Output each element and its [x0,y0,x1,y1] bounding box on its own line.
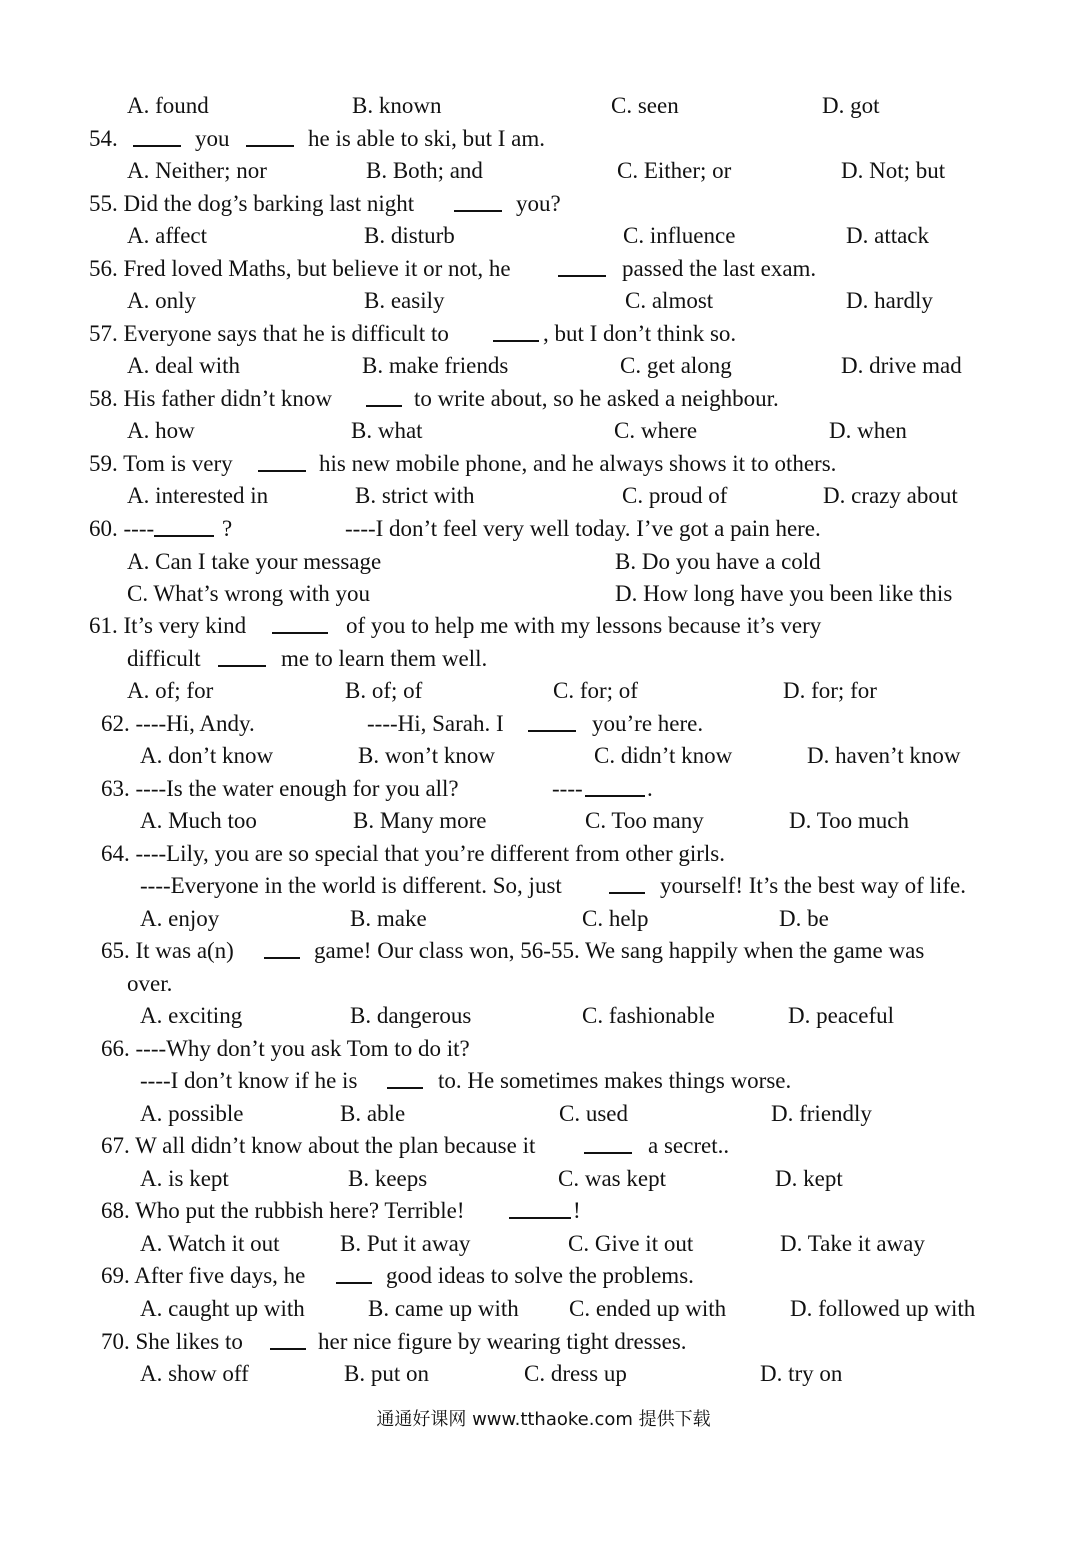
answer-blank [558,253,606,277]
option-b: B. keeps [348,1166,428,1191]
option-c: C. dress up [524,1361,627,1386]
q67-options [0,1163,843,1195]
question-text: good ideas to solve the problems. [386,1263,694,1288]
question-57 [0,318,737,350]
question-60 [0,513,821,545]
answer-blank [270,1326,306,1350]
option-b: B. make friends [362,353,509,378]
q54-options [0,155,946,187]
option-b: B. able [340,1101,406,1126]
option-b: B. of; of [345,678,423,703]
option-c: C. for; of [553,678,638,703]
answer-blank [585,773,645,797]
option-c: C. help [582,906,649,931]
option-b: B. dangerous [350,1003,472,1028]
question-61-line2 [0,643,488,675]
option-c: C. What’s wrong with you [127,581,370,606]
option-d: D. friendly [771,1101,872,1126]
option-b: B. put on [344,1361,429,1386]
question-68 [0,1195,581,1227]
question-text: 70. She likes to [101,1329,243,1354]
option-d: D. peaceful [788,1003,894,1028]
q59-options [0,480,958,512]
option-b: B. disturb [364,223,455,248]
option-a: A. exciting [140,1003,243,1028]
question-text: yourself! It’s the best way of life. [660,873,966,898]
option-a: A. Can I take your message [127,549,382,574]
q63-options [0,805,909,837]
question-text: 66. ----Why don’t you ask Tom to do it? [101,1036,470,1061]
dialogue-reply: ----Everyone in the world is different. So, just [140,873,562,898]
question-text: game! Our class won, 56-55. We sang happily when the game was [314,938,925,963]
question-text: , but I don’t think so. [543,321,737,346]
option-a: A. of; for [127,678,214,703]
option-b: B. Both; and [366,158,483,183]
answer-blank [528,708,576,732]
option-d: D. haven’t know [807,743,961,768]
answer-blank [509,1195,571,1219]
q64-options [0,903,829,935]
q66-options [0,1098,872,1130]
question-text: ? [222,516,233,541]
question-text: a secret.. [648,1133,730,1158]
question-65-line2 [0,968,173,1000]
option-c: C. where [614,418,698,443]
option-d: D. be [779,906,829,931]
q57-options [0,350,962,382]
option-a: A. Neither; nor [127,158,267,183]
question-69 [0,1260,694,1292]
question-text: 67. W all didn’t know about the plan because it [101,1133,536,1158]
option-d: D. How long have you been like this [615,581,953,606]
option-a: A. found [127,93,209,118]
option-b: B. known [352,93,442,118]
option-c: C. influence [623,223,736,248]
q68-options [0,1228,925,1260]
option-c: C. Give it out [568,1231,694,1256]
q61-options [0,675,877,707]
question-number: 54. [89,126,118,151]
option-d: D. attack [846,223,930,248]
dialogue-reply: ----I don’t know if he is [140,1068,358,1093]
option-d: D. Take it away [780,1231,925,1256]
question-text: . [647,776,653,801]
option-d: D. Not; but [841,158,946,183]
answer-blank [584,1130,632,1154]
q58-options [0,415,907,447]
question-55 [0,188,561,220]
option-b: B. easily [364,288,445,313]
q70-options [0,1358,843,1390]
question-66-line2 [0,1065,792,1097]
answer-blank [454,188,502,212]
question-text: his new mobile phone, and he always shows it to others. [319,451,837,476]
option-d: D. hardly [846,288,933,313]
question-text: ! [573,1198,581,1223]
question-text: he is able to ski, but I am. [308,126,545,151]
question-text: to write about, so he asked a neighbour. [414,386,779,411]
option-a: A. don’t know [140,743,274,768]
answer-blank [133,123,181,147]
option-b: B. Do you have a cold [615,549,821,574]
q60-options-row1 [0,546,821,578]
option-d: D. followed up with [790,1296,976,1321]
question-text: 60. ---- [89,516,155,541]
question-62 [0,708,704,740]
option-c: C. ended up with [569,1296,727,1321]
option-d: D. try on [760,1361,843,1386]
question-text: 62. ----Hi, Andy. [101,711,255,736]
option-a: A. is kept [140,1166,229,1191]
question-text: 64. ----Lily, you are so special that you’re different from other girls. [101,841,725,866]
question-text: 59. Tom is very [89,451,233,476]
option-d: D. Too much [789,808,909,833]
question-66 [0,1033,470,1065]
question-text: 69. After five days, he [101,1263,306,1288]
question-text: passed the last exam. [622,256,817,281]
answer-blank [366,383,402,407]
option-c: C. Either; or [617,158,732,183]
option-a: A. how [127,418,195,443]
option-c: C. was kept [558,1166,666,1191]
option-c: C. fashionable [582,1003,715,1028]
option-c: C. proud of [622,483,728,508]
answer-blank [246,123,294,147]
question-64 [0,838,725,870]
option-a: A. possible [140,1101,244,1126]
option-a: A. show off [140,1361,249,1386]
q55-options [0,220,930,252]
question-text: you? [516,191,561,216]
option-b: B. make [350,906,427,931]
option-c: C. get along [620,353,732,378]
option-a: A. Much too [140,808,257,833]
question-59 [0,448,837,480]
option-d: D. crazy about [823,483,958,508]
question-text: 57. Everyone says that he is difficult to [89,321,449,346]
option-d: D. for; for [783,678,877,703]
question-64-line2 [0,870,966,902]
answer-blank [609,870,645,894]
question-58 [0,383,779,415]
question-63 [0,773,653,805]
option-a: A. Watch it out [140,1231,280,1256]
option-a: A. interested in [127,483,269,508]
option-c: C. almost [625,288,714,313]
option-d: D. got [822,93,880,118]
option-a: A. enjoy [140,906,220,931]
question-text: to. He sometimes makes things worse. [438,1068,792,1093]
option-b: B. came up with [368,1296,519,1321]
option-c: C. didn’t know [594,743,733,768]
option-c: C. used [559,1101,628,1126]
option-d: D. kept [775,1166,843,1191]
answer-blank [264,935,300,959]
option-c: C. Too many [585,808,704,833]
option-d: D. drive mad [841,353,962,378]
q69-options [0,1293,976,1325]
question-text: over. [127,971,173,996]
question-text: 56. Fred loved Maths, but believe it or not, he [89,256,511,281]
option-d: D. when [829,418,907,443]
dialogue-reply: ---- [552,776,583,801]
question-text: 61. It’s very kind [89,613,247,638]
question-56 [0,253,817,285]
page-footer: 通通好课网 www.tthaoke.com 提供下载 [376,1409,711,1430]
question-text: me to learn them well. [281,646,488,671]
option-b: B. what [351,418,423,443]
answer-blank [154,513,214,537]
answer-blank [336,1260,372,1284]
option-b: B. strict with [355,483,475,508]
question-text: you’re here. [592,711,704,736]
question-text: 68. Who put the rubbish here? Terrible! [101,1198,465,1223]
q65-options [0,1000,894,1032]
question-text: her nice figure by wearing tight dresses. [318,1329,687,1354]
q56-options [0,285,933,317]
q62-options [0,740,961,772]
question-text: of you to help me with my lessons because it’s very [346,613,822,638]
question-text: 65. It was a(n) [101,938,234,963]
dialogue-reply: ----I don’t feel very well today. I’ve got a pain here. [345,516,821,541]
answer-blank [493,318,539,342]
question-text: 58. His father didn’t know [89,386,332,411]
question-text: 63. ----Is the water enough for you all? [101,776,459,801]
answer-blank [258,448,306,472]
question-65 [0,935,925,967]
q60-options-row2 [0,578,953,610]
option-a: A. only [127,288,196,313]
question-67 [0,1130,730,1162]
dialogue-reply: ----Hi, Sarah. I [367,711,504,736]
question-61 [0,610,822,642]
option-c: C. seen [611,93,679,118]
option-b: B. Put it away [340,1231,471,1256]
option-a: A. deal with [127,353,241,378]
question-54 [0,123,545,155]
option-a: A. caught up with [140,1296,305,1321]
answer-blank [387,1065,423,1089]
question-70 [0,1326,687,1358]
option-b: B. Many more [353,808,487,833]
answer-blank [218,643,266,667]
question-text: you [195,126,230,151]
answer-blank [272,610,328,634]
q53-options [0,90,880,122]
option-a: A. affect [127,223,208,248]
question-text: 55. Did the dog’s barking last night [89,191,415,216]
question-text: difficult [127,646,201,671]
option-b: B. won’t know [358,743,495,768]
